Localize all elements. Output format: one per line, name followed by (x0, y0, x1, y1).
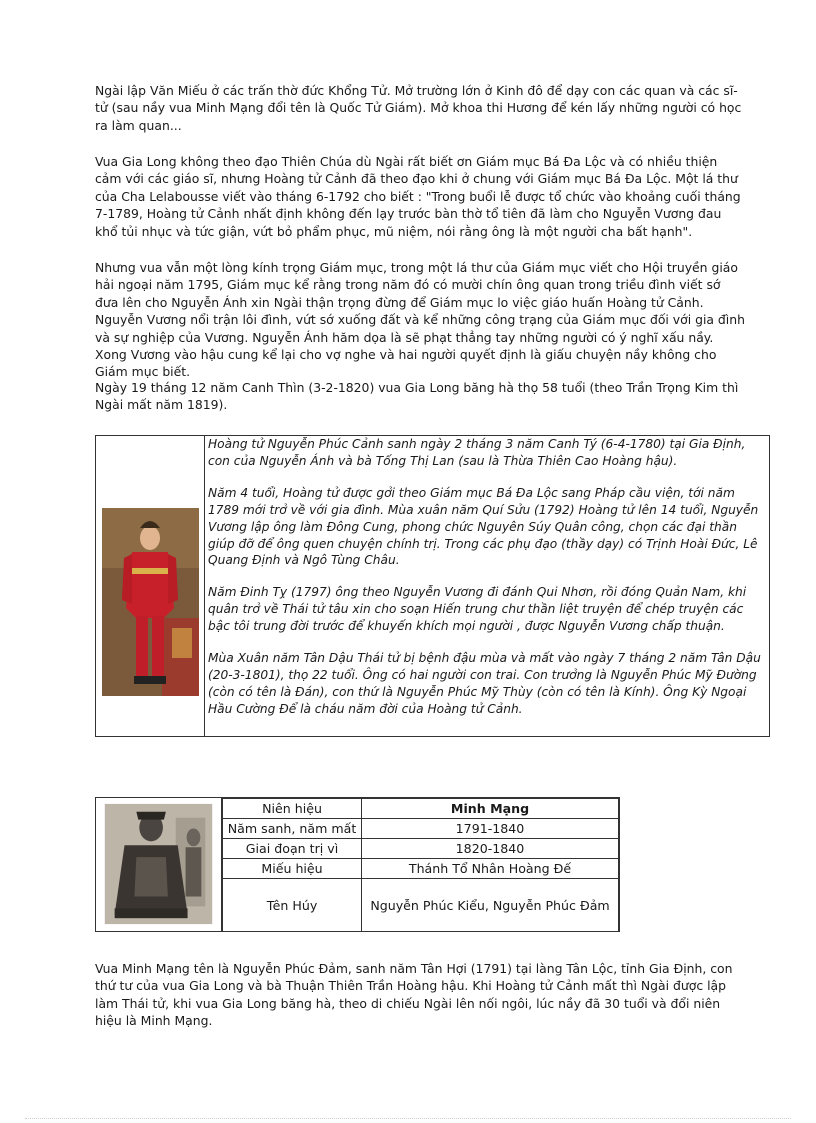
table-row (223, 799, 619, 819)
paragraph-van-mieu: Ngài lập Văn Miếu ở các trấn thờ đức Khổng Tử. Mở trường lớn ở Kinh đô để dạy con các quan và các sĩ-tử (sau nầy vua Minh Mạng đổi tên là Quốc Tử Giám). Mở khoa thi Hương để kén lấy những người có học ra làm quan... (95, 83, 742, 133)
bio-paragraph-campaign: Năm Đinh Tỵ (1797) ông theo Nguyễn Vương đi đánh Qui Nhơn, rồi đóng Quản Nam, khi quân trở về Thái tử tâu xin cho soạn Hiến trung chư thần liệt truyện để chép truyện các bậc tôi trung đời trước để khuyến khích mọi người , được Nguyễn Vương chấp thuận. (208, 585, 747, 634)
minh-mang-info-box (95, 797, 620, 932)
prince-canh-portrait-cell (96, 436, 205, 736)
table-value-nam-sanh: 1791-1840 (362, 819, 619, 839)
table-label-nien-hieu: Niên hiệu (223, 799, 362, 819)
prince-canh-portrait (102, 508, 199, 696)
table-value-tri-vi: 1820-1840 (362, 839, 619, 859)
table-row (223, 879, 619, 932)
prince-canh-bio-box (95, 435, 770, 737)
paragraph-catholicism: Vua Gia Long không theo đạo Thiên Chúa dù Ngài rất biết ơn Giám mục Bá Đa Lộc và có nhiều thiện cảm với các giáo sĩ, nhưng Hoàng tử Cảnh đã theo đạo khi ở chung với Giám mục Bá Đa Lộc. Một lá thư của Cha Lelabousse viết vào tháng 6-1792 cho biết : "Trong buổi lễ được tổ chức vào khoảng cuối tháng 7-1789, Hoàng tử Cảnh nhất định không đến lạy trước bàn thờ tổ tiên đã làm cho Nguyễn Vương đau khổ tủi nhục và tức giận, vứt bỏ phẩm phục, mũ niệm, nói rằng ông là một người cha bất hạnh". (95, 154, 741, 239)
table-value-mieu-hieu: Thánh Tổ Nhân Hoàng Đế (362, 859, 619, 879)
bio-paragraph-death: Mùa Xuân năm Tân Dậu Thái tử bị bệnh đậu mùa và mất vào ngày 7 tháng 2 năm Tân Dậu (20-3-1801), thọ 22 tuổi. Ông có hai người con trai. Con trưởng là Nguyễn Phúc Mỹ Đường (còn có tên là Đán), con thứ là Nguyễn Phúc Mỹ Thùy (còn có tên là Kính). Ông Kỳ Ngoại Hầu Cường Để là cháu năm đời của Hoàng tử Cảnh. (208, 651, 761, 716)
table-value-ten-huy: Nguyễn Phúc Kiểu, Nguyễn Phúc Đảm (362, 879, 619, 932)
minh-mang-portrait-cell (96, 798, 222, 931)
table-row (223, 819, 619, 839)
page-footer-divider (25, 1118, 791, 1119)
paragraph-gia-long-death: Ngày 19 tháng 12 năm Canh Thìn (3-2-1820) vua Gia Long băng hà thọ 58 tuổi (theo Trần Trọng Kim thì Ngài mất năm 1819). (95, 380, 739, 413)
paragraph-minh-mang: Vua Minh Mạng tên là Nguyễn Phúc Đảm, sanh năm Tân Hợi (1791) tại làng Tân Lộc, tỉnh Gia Định, con thứ tư của vua Gia Long và bà Thuận Thiên Trần Hoàng hậu. Khi Hoàng tử Cảnh mất thì Ngài được lập làm Thái tử, khi vua Gia Long băng hà, theo di chiếu Ngài lên nối ngôi, lúc nầy đã 30 tuổi và đổi niên hiệu là Minh Mạng. (95, 961, 733, 1029)
minh-mang-portrait (96, 798, 221, 931)
table-label-nam-sanh: Năm sanh, năm mất (223, 819, 362, 839)
paragraph-bishop-respect: Nhưng vua vẫn một lòng kính trọng Giám mục, trong một lá thư của Giám mục viết cho Hội truyền giáo hải ngoại năm 1795, Giám mục kể rằng trong năm đó có mười chín ông quan trong triều đình viết sớ đưa lên cho Nguyễn Ánh xin Ngài thận trọng đừng để Giám mục lo việc giáo huấn Hoàng tử Cảnh. Nguyễn Vương nổi trận lôi đình, vứt sớ xuống đất và kể những công trạng của Giám mục đối với gia đình và sự nghiệp của Vương. Nguyễn Ánh hăm dọa là sẽ phạt thẳng tay những người có ý nghĩ xấu nầy. Xong Vương vào hậu cung kể lại cho vợ nghe và hai người quyết định là giấu chuyện nầy không cho Giám mục biết. (95, 260, 745, 380)
table-value-nien-hieu: Minh Mạng (362, 799, 619, 819)
bio-paragraph-france: Năm 4 tuổi, Hoàng tử được gởi theo Giám mục Bá Đa Lộc sang Pháp cầu viện, tới năm 1789 mới trở về với gia đình. Mùa xuân năm Quí Sửu (1792) Hoàng tử lên 14 tuổi, Nguyễn Vương lập ông làm Đông Cung, phong chức Nguyên Súy Quân công, chọn các đại thần giúp đỡ để ông quen chuyện chính trị. Trong các phụ đạo (thầy dạy) có Trịnh Hoài Đức, Lê Quang Định và Ngô Tùng Châu. (208, 485, 759, 568)
table-row (223, 859, 619, 879)
table-label-tri-vi: Giai đoạn trị vì (223, 839, 362, 859)
minh-mang-table (222, 798, 619, 932)
table-label-mieu-hieu: Miếu hiệu (223, 859, 362, 879)
table-row (223, 839, 619, 859)
bio-paragraph-birth: Hoàng tử Nguyễn Phúc Cảnh sanh ngày 2 tháng 3 năm Canh Tý (6-4-1780) tại Gia Định, con của Nguyễn Ánh và bà Tống Thị Lan (sau là Thừa Thiên Cao Hoàng hậu). (208, 437, 746, 468)
prince-canh-bio-text (205, 436, 769, 736)
table-label-ten-huy: Tên Húy (223, 879, 362, 932)
